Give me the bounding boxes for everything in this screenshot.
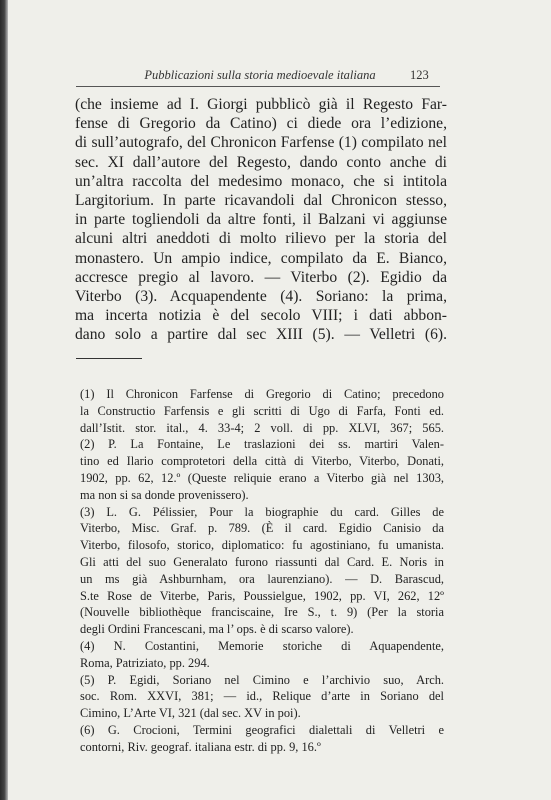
footnote-line: (5) P. Egidi, Soriano nel Cimino e l’archivio suo, Arch. xyxy=(80,672,444,687)
text-line: sec. XI dall’autore del Regesto, dando conto anche di xyxy=(75,153,447,171)
footnote-line: (Nouvelle bibliothèque franciscaine, Ire S., t. 9) (Per la storia xyxy=(80,605,444,620)
running-header: Pubblicazioni sulla storia medioevale italiana xyxy=(144,68,376,82)
header-rule xyxy=(76,86,440,87)
footnote-line: tino ed Ilario comprotetori della città di Viterbo, Viterbo, Donati, xyxy=(80,454,444,469)
footnote-line: Gli atti del suo Generalato furono riassunti dal Card. E. Noris in xyxy=(80,554,444,569)
footnote-separator xyxy=(76,358,142,359)
footnote-line: Viterbo, Misc. Graf. p. 789. (È il card. Egidio Canisio da xyxy=(80,521,444,536)
footnote-line: dall’Istit. stor. ital., 4. 33-4; 2 voll. di pp. XLVI, 367; 565. xyxy=(80,420,444,435)
footnote-line: S.te Rose de Viterbe, Paris, Poussielgue, 1902, pp. VI, 262, 12º xyxy=(80,588,444,603)
page-number: 123 xyxy=(410,68,429,82)
text-line: fense di Gregorio da Catino) ci diede ora l’edizione, xyxy=(75,115,447,133)
footnotes xyxy=(80,386,444,756)
footnote-line: degli Ordini Francescani, ma l’ ops. è di scarso valore). xyxy=(80,622,354,637)
text-line: Largitorium. In parte ricavandoli dal Chronicon stesso, xyxy=(75,192,447,210)
footnote-line: Roma, Patriziato, pp. 294. xyxy=(80,655,210,670)
text-line: accresce pregio al lavoro. — Viterbo (2). Egidio da xyxy=(75,268,447,286)
text-line: un’altra raccolta del medesimo monaco, che si intitola xyxy=(75,172,447,190)
footnote-line: Viterbo, filosofo, storico, diplomatico: fu agostiniano, fu umanista. xyxy=(80,538,444,553)
footnote-line: la Constructio Farfensis e gli scritti di Ugo di Farfa, Fonti ed. xyxy=(80,403,444,418)
footnote-line: un ms già Ashburnham, ora laurenziano). — D. Barascud, xyxy=(80,571,444,586)
text-line: ma incerta notizia è del secolo VIII; i dati abbon- xyxy=(75,307,447,325)
text-line: monastero. Un ampio indice, compilato da E. Bianco, xyxy=(75,249,447,267)
text-line: alcuni altri aneddoti di molto rilievo per la storia del xyxy=(75,230,447,248)
footnote-line: (2) P. La Fontaine, Le traslazioni dei ss. martiri Valen- xyxy=(80,437,444,452)
text-line: Viterbo (3). Acquapendente (4). Soriano: la prima, xyxy=(75,288,447,306)
text-line: (che insieme ad I. Giorgi pubblicò già il Regesto Far- xyxy=(75,96,447,113)
binding-gutter xyxy=(0,0,8,800)
footnote-line: (6) G. Crocioni, Termini geografici dialettali di Velletri e xyxy=(80,722,444,737)
text-line: dano solo a partire dal sec XIII (5). — Velletri (6). xyxy=(75,326,447,344)
footnote-line: soc. Rom. XXVI, 381; — id., Relique d’arte in Soriano del xyxy=(80,689,444,704)
footnote-line: (3) L. G. Pélissier, Pour la biographie du card. Gilles de xyxy=(80,504,444,519)
footnote-line: ma non si sa donde provenissero). xyxy=(80,487,249,502)
footnote-line: (1) Il Chronicon Farfense di Gregorio di Catino; precedono xyxy=(80,387,444,401)
text-line: di sull’autografo, del Chronicon Farfense (1) compilato nel xyxy=(75,134,447,152)
footnote-line: (4) N. Costantini, Memorie storiche di Aquapendente, xyxy=(80,638,444,653)
footnote-line: Cimino, L’Arte VI, 321 (dal sec. XV in poi). xyxy=(80,706,301,721)
main-text xyxy=(75,95,447,345)
footnote-line: 1902, pp. 62, 12.º (Queste reliquie erano a Viterbo già nel 1303, xyxy=(80,470,444,485)
text-line: in parte togliendoli da altre fonti, il Balzani vi aggiunse xyxy=(75,211,447,229)
footnote-line: contorni, Riv. geograf. italiana estr. di pp. 9, 16.º xyxy=(80,739,321,754)
